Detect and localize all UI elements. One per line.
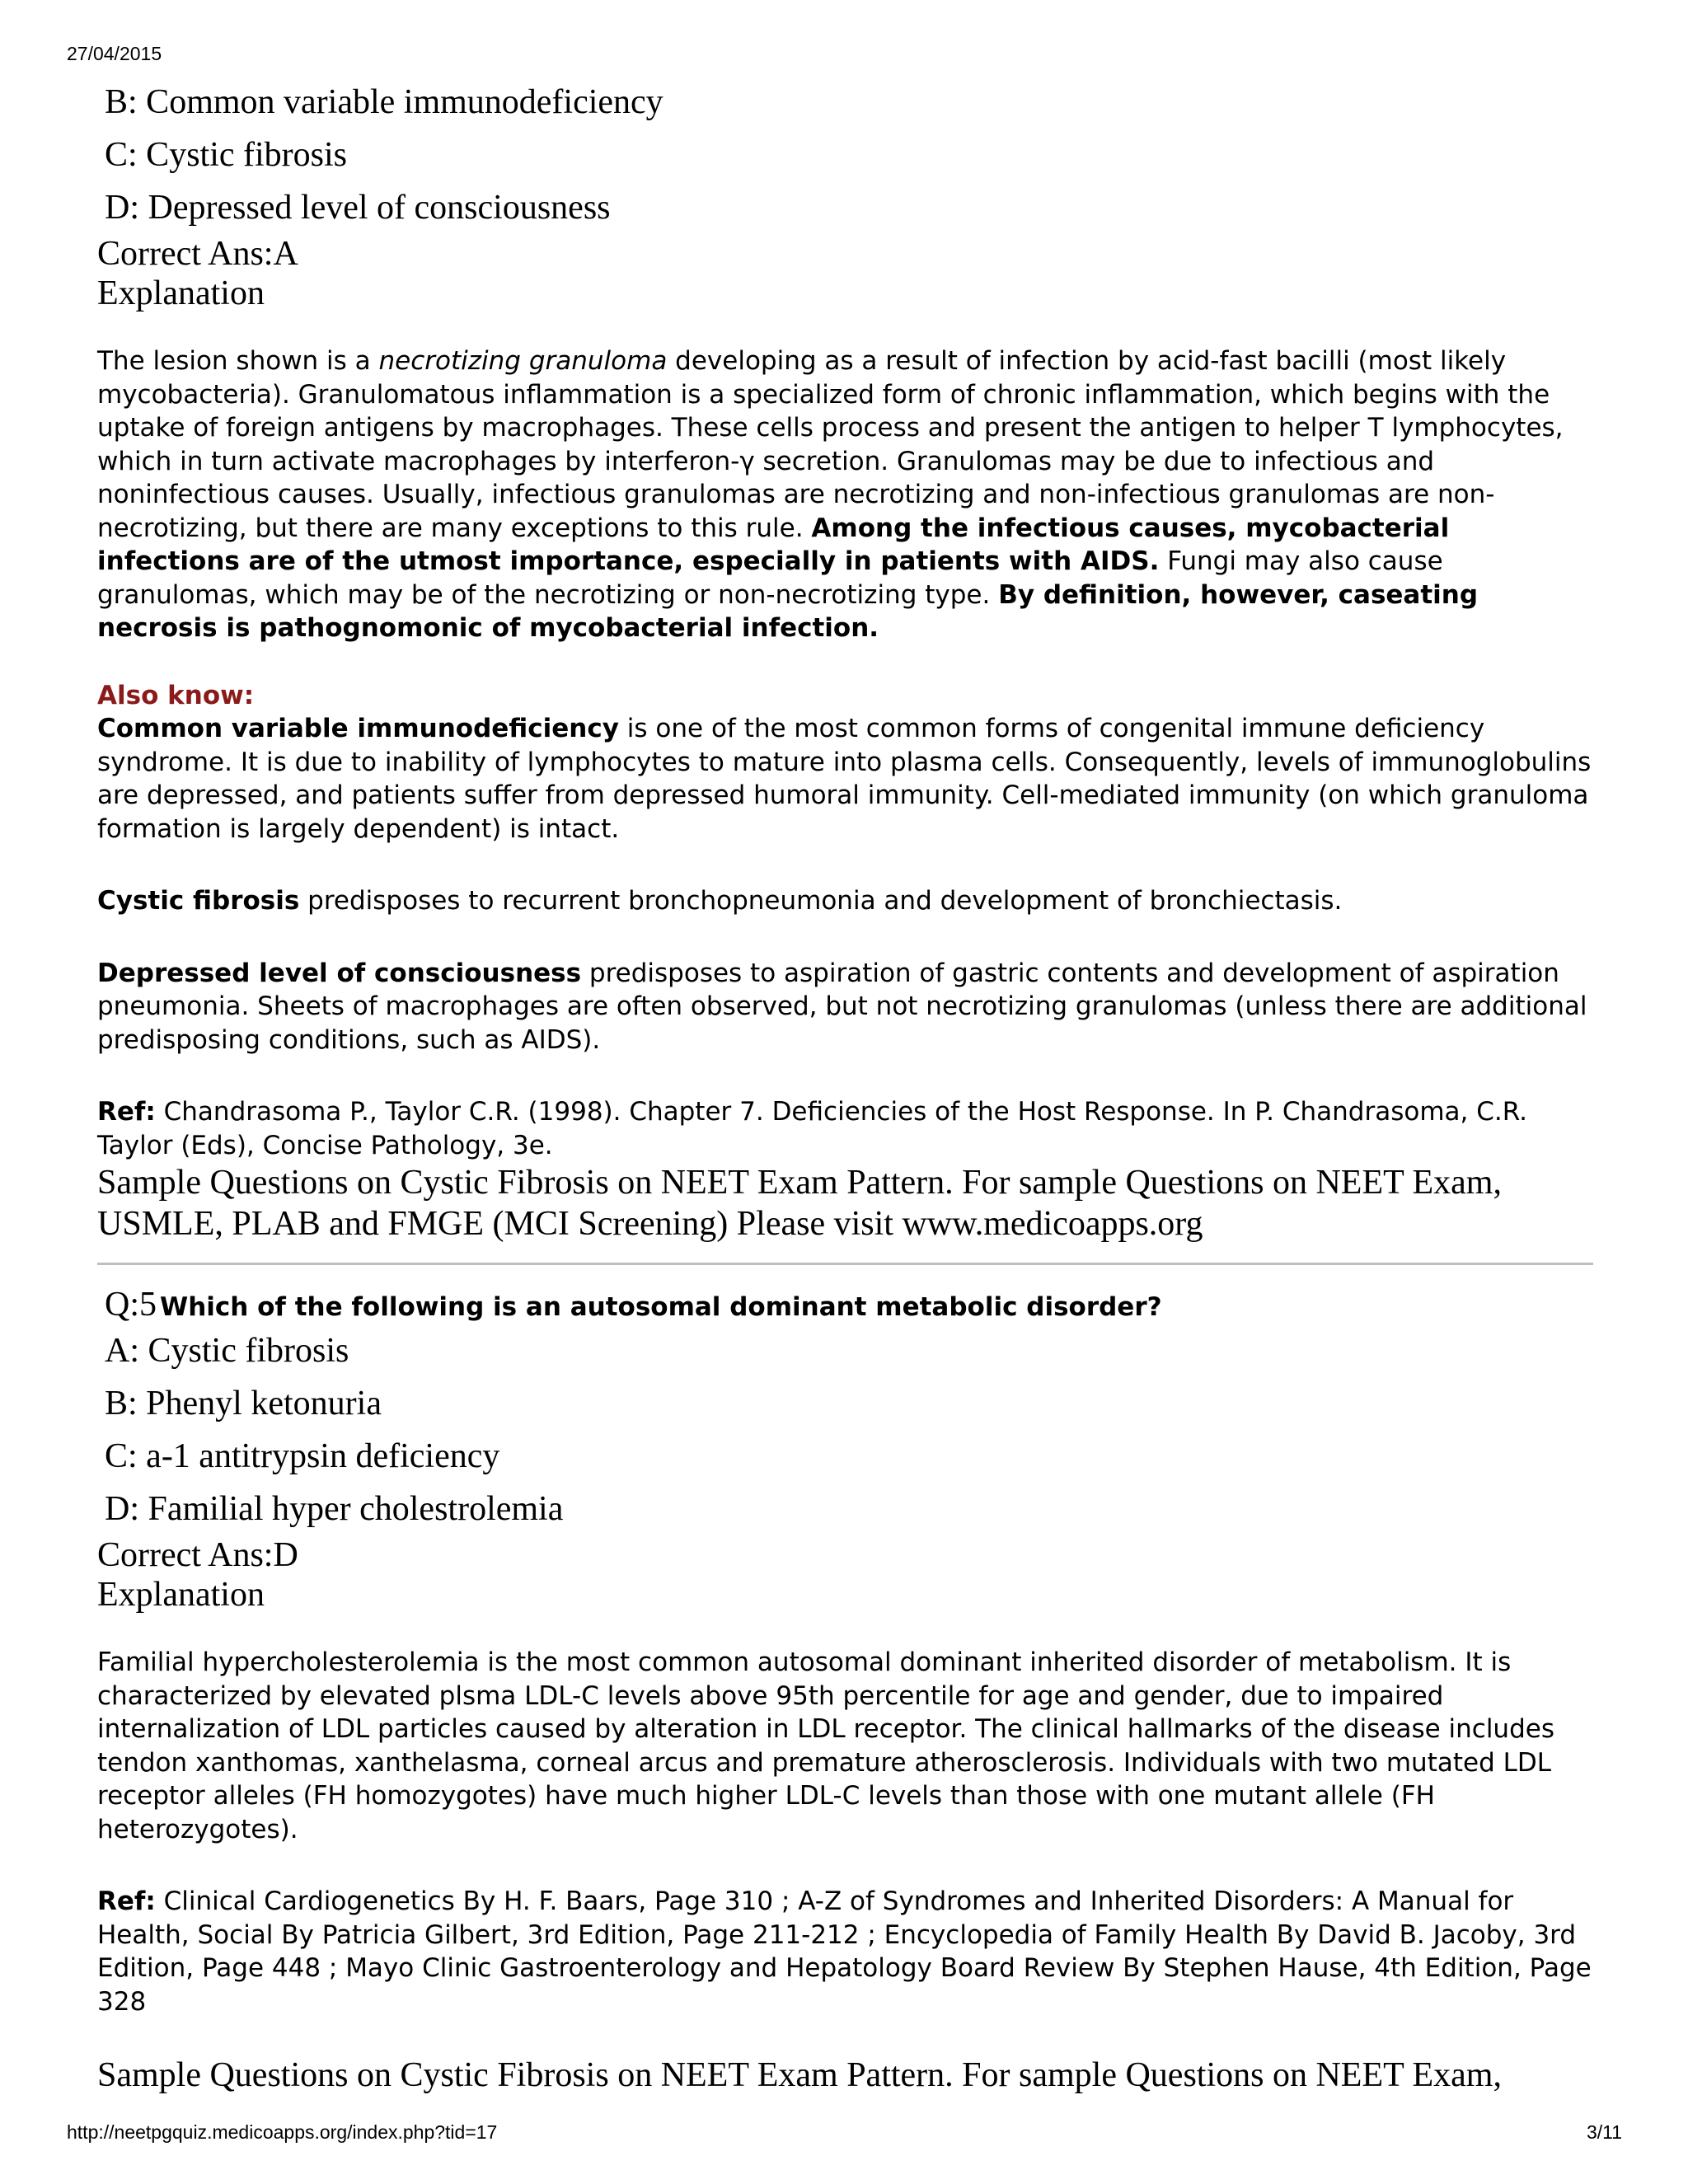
option-d[interactable]: D: Depressed level of consciousness (105, 189, 611, 227)
ref-label: Ref: (97, 1886, 156, 1916)
option-b[interactable]: B: Phenyl ketonuria (105, 1385, 382, 1422)
page-number: 3/11 (1586, 2121, 1622, 2143)
question-number: Q:5 (105, 1286, 157, 1324)
ref-text: Chandrasoma P., Taylor C.R. (1998). Chapter 7. Deficiencies of the Host Response. In P. Chandrasoma, C.R. Taylor (Eds), Concise Pathology, 3e. (97, 1097, 1528, 1160)
also-know-heading: Also know: (97, 680, 255, 710)
option-a[interactable]: A: Cystic fibrosis (105, 1332, 349, 1370)
explanation-paragraph (97, 344, 1593, 645)
text: developing as a result of infection by acid-fast bacilli (most likely mycobacteria). Granulomatous inflammation is a specialized form of chronic inflammation, which begins with the uptake of foreign antigens by macrophages. These cells process and present the antigen to helper T lymphocytes, which in turn activate macrophages by interferon-γ secretion. Granulomas may be due to infectious and noninfectious causes. Usually, infectious granulomas are necrotizing and non-infectious granulomas are non-necrotizing, but there are many exceptions to this rule. (97, 346, 1564, 543)
text: is one of the most common forms of congenital immune deficiency syndrome. It is due to inability of lymphocytes to mature into plasma cells. Consequently, levels of immunoglobulins are depressed, and patients suffer from depressed humoral immunity. Cell-mediated immunity (on which granuloma formation is largely dependent) is intact. (97, 714, 1592, 844)
q5-options (97, 1324, 1593, 1535)
explanation-label: Explanation (97, 1576, 265, 1614)
term-cvi: Common variable immunodeficiency (97, 714, 619, 743)
option-d[interactable]: D: Familial hyper cholestrolemia (105, 1490, 564, 1528)
explanation-paragraph: Familial hypercholesterolemia is the most common autosomal dominant inherited disorder of metabolism. It is characterized by elevated plsma LDL-C levels above 95th percentile for age and gender, due to impaired internalization of LDL particles caused by alteration in LDL receptor. The clinical hallmarks of the disease includes tendon xanthomas, xanthelasma, corneal arcus and premature atherosclerosis. Individuals with two mutated LDL receptor alleles (FH homozygotes) have much higher LDL-C levels than those with one mutant allele (FH heterozygotes). (97, 1647, 1554, 1844)
question-line (105, 1285, 1593, 1324)
correct-answer: Correct Ans:A (97, 235, 298, 273)
reference (97, 1885, 1593, 2018)
consciousness-note (97, 957, 1593, 1057)
q4-options (97, 76, 1593, 234)
term-cf: Cystic fibrosis (97, 886, 300, 916)
promo-text: Sample Questions on Cystic Fibrosis on NEET Exam Pattern. For sample Questions on NEET Exam, USMLE, PLAB and FMGE (MCI Screening) Please visit www.medicoapps.org (97, 1164, 1502, 1243)
term-dlc: Depressed level of consciousness (97, 958, 582, 988)
option-c[interactable]: C: Cystic fibrosis (105, 136, 348, 174)
print-url: http://neetpgquiz.medicoapps.org/index.php?tid=17 (67, 2121, 498, 2143)
correct-answer: Correct Ans:D (97, 1536, 298, 1574)
ref-label: Ref: (97, 1097, 156, 1127)
option-b[interactable]: B: Common variable immunodeficiency (105, 83, 663, 121)
reference (97, 1095, 1593, 1162)
explanation-label: Explanation (97, 274, 265, 312)
bold-statement: Among the infectious causes, mycobacterial infections are of the utmost importance, especially in patients with AIDS. (97, 513, 1450, 576)
italic-term: necrotizing granuloma (378, 346, 668, 376)
bold-statement: By definition, however, caseating necrosis is pathognomonic of mycobacterial infection. (97, 579, 1479, 643)
option-c[interactable]: C: a-1 antitrypsin deficiency (105, 1437, 500, 1475)
text: predisposes to aspiration of gastric contents and development of aspiration pneumonia. Sheets of macrophages are often observed, but not necrotizing granulomas (unless there are additional predisposing conditions, such as AIDS). (97, 958, 1587, 1055)
divider (97, 1263, 1593, 1265)
page-content (97, 76, 1593, 2096)
cystic-fibrosis-note (97, 884, 1593, 918)
text: The lesion shown is a (97, 346, 379, 376)
print-date: 27/04/2015 (67, 43, 162, 64)
ref-text: Clinical Cardiogenetics By H. F. Baars, Page 310 ; A-Z of Syndromes and Inherited Disorders: A Manual for Health, Social By Patricia Gilbert, 3rd Edition, Page 211-212 ; Encyclopedia of Family Health By David B. Jacoby, 3rd Edition, Page 448 ; Mayo Clinic Gastroenterology and Hepatology Board Review By Stephen Hause, 4th Edition, Page 328 (97, 1886, 1592, 2017)
question-text: Which of the following is an autosomal dominant metabolic disorder? (160, 1292, 1162, 1322)
text: predisposes to recurrent bronchopneumonia and development of bronchiectasis. (299, 886, 1343, 916)
promo-text: Sample Questions on Cystic Fibrosis on NEET Exam Pattern. For sample Questions on NEET Exam, (97, 2056, 1502, 2094)
text: Fungi may also cause granulomas, which may be of the necrotizing or non-necrotizing type. (97, 546, 1443, 610)
